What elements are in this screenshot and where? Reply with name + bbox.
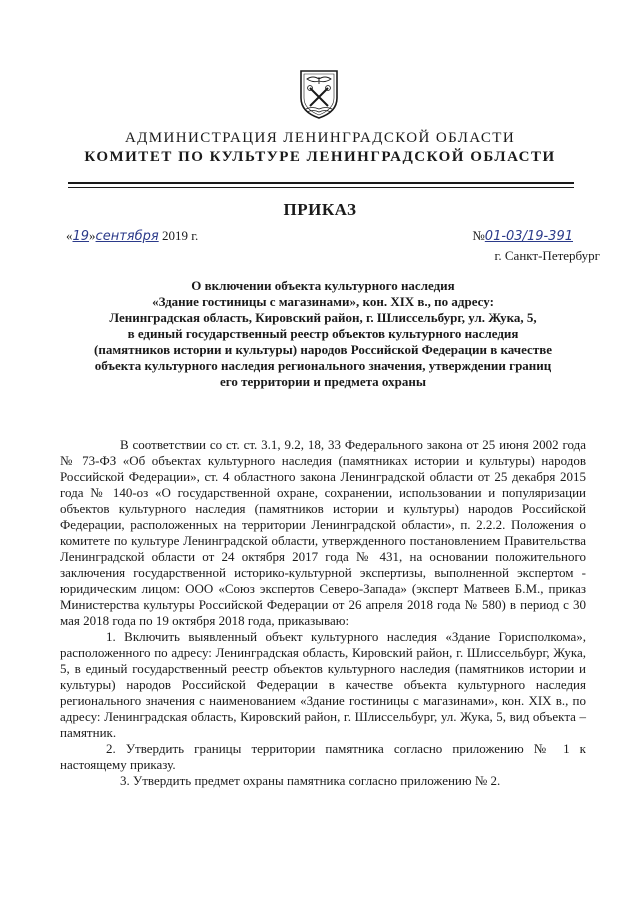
date-open-quote: «	[66, 228, 73, 243]
subject-line: (памятников истории и культуры) народов Российской Федерации в качестве	[94, 342, 552, 357]
order-number	[472, 228, 573, 245]
number-value: 01-03/19-391	[484, 229, 573, 244]
order-item-3: 3. Утвердить предмет охраны памятника согласно приложению № 2.	[120, 773, 501, 788]
date-day: 19	[72, 229, 90, 244]
organization-name: АДМИНИСТРАЦИЯ ЛЕНИНГРАДСКОЙ ОБЛАСТИ	[124, 130, 516, 146]
subject-line: О включении объекта культурного наследия	[191, 278, 455, 293]
header-divider-thin	[68, 187, 574, 188]
document-title: ПРИКАЗ	[283, 200, 357, 219]
date-month: сентября	[95, 229, 159, 244]
date-close-quote: »	[89, 228, 96, 243]
header-divider-thick	[68, 182, 574, 184]
coat-of-arms-icon	[298, 68, 340, 120]
order-item-2: 2. Утвердить границы территории памятника согласно приложению № 1 к настоящему приказу.	[60, 741, 586, 772]
order-item-1: 1. Включить выявленный объект культурного наследия «Здание Горисполкома», расположенного по адресу: Ленинградская область, Кировский район, г. Шлиссельбург, Жука, 5, в единый государственный реестр объектов культурного наследия (памятников истории и культуры) народов Российской Федерации в качестве объекта культурного наследия регионального значения с наименованием «Здание гостиницы с магазинами», кон. XIX в., по адресу: Ленинградская область, Кировский район, г. Шлиссельбург, ул. Жука, 5, вид объекта – памятник.	[60, 629, 586, 740]
order-date	[66, 228, 198, 245]
subject-line: Ленинградская область, Кировский район, г. Шлиссельбург, ул. Жука, 5,	[109, 310, 537, 325]
preamble-paragraph: В соответствии со ст. ст. 3.1, 9.2, 18, 33 Федерального закона от 25 июня 2002 года № 73-ФЗ «Об объектах культурного наследия (памятниках истории и культуры) народов Российской Федерации», ст. 4 областного закона Ленинградской области от 25 декабря 2015 года № 140-оз «О государственной охране, сохранении, использовании и популяризации объектов культурного наследия (памятников истории и культуры) народов Российской Федерации, расположенных на территории Ленинградской области», п. 2.2.2. Положения о комитете по культуре Ленинградской области, утвержденного постановлением Правительства Ленинградской области от 24 октября 2017 года № 431, на основании положительного заключения государственной историко-культурной экспертизы, выполненной экспертом - юридическим лицом: ООО «Союз экспертов Северо-Запада» (эксперт Матвеев Б.М., приказ Министерства культуры Российской Федерации от 26 апреля 2018 года № 580) в период с 30 мая 2018 года по 19 октября 2018 года, приказываю:	[60, 437, 586, 628]
subject-line: в единый государственный реестр объектов культурного наследия	[127, 326, 519, 341]
subject-line: «Здание гостиницы с магазинами», кон. XIX в., по адресу:	[152, 294, 494, 309]
document-subject	[60, 278, 586, 390]
committee-name: КОМИТЕТ ПО КУЛЬТУРЕ ЛЕНИНГРАДСКОЙ ОБЛАСТИ	[84, 149, 556, 165]
subject-line: его территории и предмета охраны	[220, 374, 426, 389]
number-prefix: №	[472, 228, 485, 243]
document-body	[60, 437, 586, 789]
subject-line: объекта культурного наследия регионального значения, утверждении границ	[94, 358, 552, 373]
city-name: г. Санкт-Петербург	[494, 248, 600, 263]
date-year: 2019 г.	[161, 228, 199, 243]
